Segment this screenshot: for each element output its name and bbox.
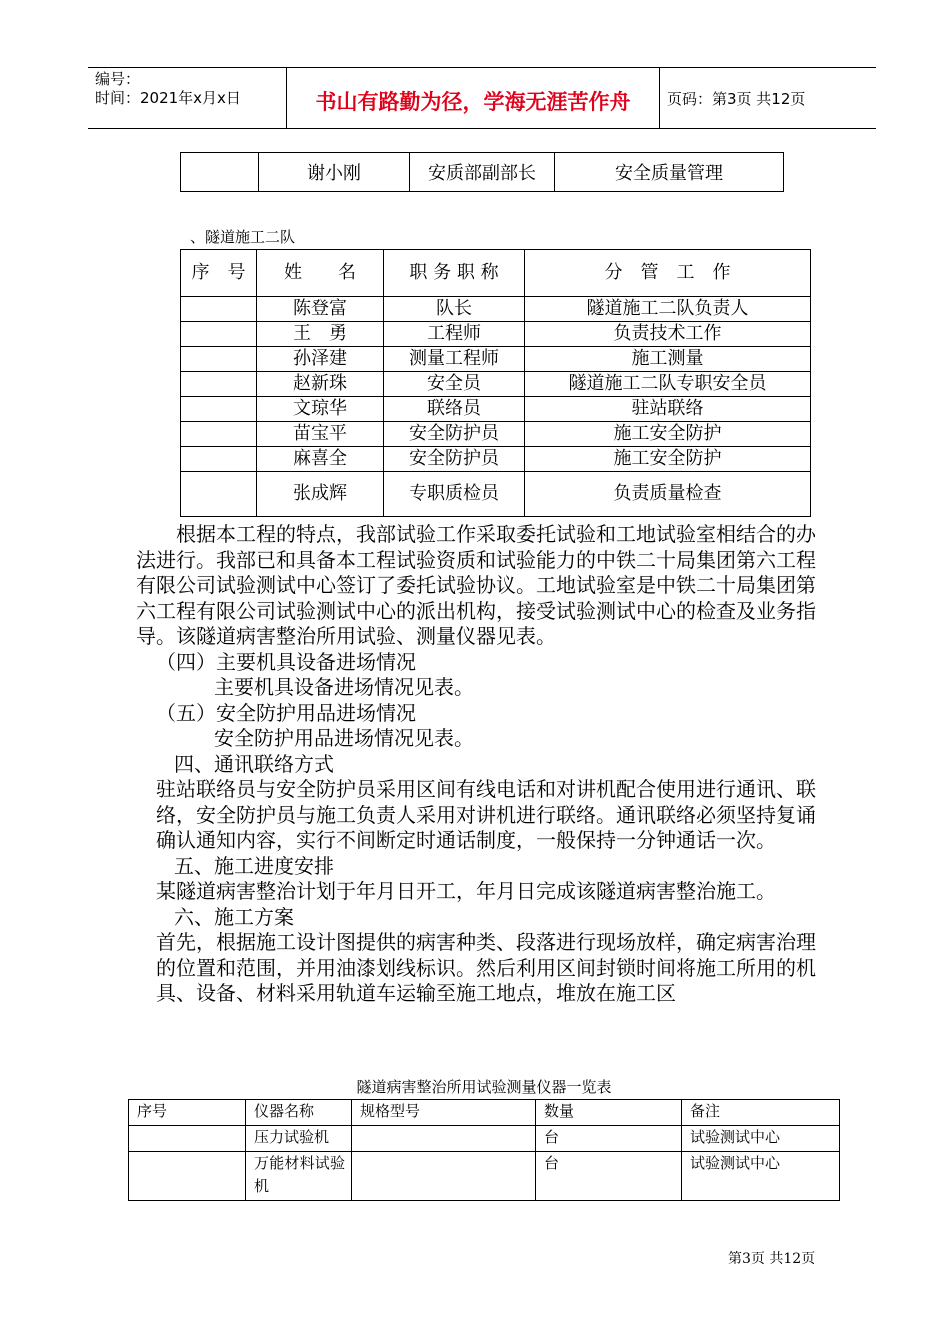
table-cell: 驻站联络 — [525, 397, 811, 422]
body-text — [136, 522, 826, 1007]
paragraph: 首先，根据施工设计图提供的病害种类、段落进行现场放样，确定病害治理的位置和范围，并用油漆划线标识。然后利用区间封锁时间将施工所用的机具、设备、材料采用轨道车运输至施工地点，堆放在施工区 — [156, 930, 816, 1005]
header-motto: 书山有路勤为径，学海无涯苦作舟 — [315, 90, 631, 114]
table-cell — [181, 397, 257, 422]
header-cell: 数量 — [536, 1100, 682, 1126]
header-cell: 姓 名 — [257, 250, 384, 297]
table-cell: 台 — [536, 1126, 682, 1152]
table-cell — [129, 1152, 246, 1201]
table-row — [181, 472, 811, 517]
table-cell: 文琼华 — [257, 397, 384, 422]
table-header-row — [181, 250, 811, 297]
table-row — [181, 322, 811, 347]
section-heading: 五、施工进度安排 — [174, 853, 334, 878]
table-cell: 王 勇 — [257, 322, 384, 347]
section-heading: 六、施工方案 — [174, 904, 294, 929]
table-row — [181, 347, 811, 372]
table-cell: 联络员 — [384, 397, 525, 422]
table-cell: 赵新珠 — [257, 372, 384, 397]
table-cell: 安全员 — [384, 372, 525, 397]
header-divider — [659, 67, 660, 129]
table-cell: 试验测试中心 — [682, 1152, 840, 1201]
table-row — [181, 397, 811, 422]
section-title: 、隧道施工二队 — [190, 228, 296, 246]
table-cell — [181, 447, 257, 472]
table-cell: 陈登富 — [257, 297, 384, 322]
table-cell — [181, 322, 257, 347]
header-cell: 分 管 工 作 — [525, 250, 811, 297]
header-top-rule — [88, 67, 876, 68]
table-cell: 安全防护员 — [384, 447, 525, 472]
table-cell: 麻喜全 — [257, 447, 384, 472]
table-cell — [181, 153, 259, 192]
header-cell: 仪器名称 — [246, 1100, 352, 1126]
table-cell: 施工安全防护 — [525, 447, 811, 472]
table-cell: 专职质检员 — [384, 472, 525, 517]
table-cell — [181, 297, 257, 322]
header-bottom-rule — [88, 128, 876, 129]
table-row — [129, 1152, 840, 1201]
table-cell — [181, 422, 257, 447]
code-label: 编号： — [95, 70, 141, 88]
table-cell — [129, 1126, 246, 1152]
table-cell: 隧道施工二队专职安全员 — [525, 372, 811, 397]
staff-table-continued — [180, 152, 784, 192]
table-cell: 苗宝平 — [257, 422, 384, 447]
table-cell: 工程师 — [384, 322, 525, 347]
subheading: （四）主要机具设备进场情况 — [156, 649, 416, 674]
header-meta — [95, 70, 241, 108]
table-cell — [181, 372, 257, 397]
table-cell: 负责质量检查 — [525, 472, 811, 517]
header-cell: 备注 — [682, 1100, 840, 1126]
paragraph: 驻站联络员与安全防护员采用区间有线电话和对讲机配合使用进行通讯、联络，安全防护员与施工负责人采用对讲机进行联络。通讯联络必须坚持复诵确认通知内容，实行不间断定时通话制度，一般保持一分钟通话一次。 — [156, 777, 816, 852]
table-cell: 施工测量 — [525, 347, 811, 372]
table-cell — [352, 1126, 536, 1152]
header-cell: 序 号 — [181, 250, 257, 297]
table-cell — [181, 347, 257, 372]
header-cell: 职 务 职 称 — [384, 250, 525, 297]
table-cell: 谢小刚 — [259, 153, 410, 192]
table-row — [181, 422, 811, 447]
header-cell: 规格型号 — [352, 1100, 536, 1126]
header-page-number: 页码：第3页 共12页 — [667, 90, 806, 108]
table-cell — [181, 472, 257, 517]
paragraph: 根据本工程的特点，我部试验工作采取委托试验和工地试验室相结合的办法进行。我部已和具备本工程试验资质和试验能力的中铁二十局集团第六工程有限公司试验测试中心签订了委托试验协议。工地试验室是中铁二十局集团第六工程有限公司试验测试中心的派出机构，接受试验测试中心的检查及业务指导。该隧道病害整治所用试验、测量仪器见表。 — [136, 522, 816, 648]
footer-page-number: 第3页 共12页 — [728, 1251, 816, 1267]
table-cell: 隧道施工二队负责人 — [525, 297, 811, 322]
subheading: （五）安全防护用品进场情况 — [156, 700, 416, 725]
table-row — [181, 372, 811, 397]
table-cell: 万能材料试验机 — [246, 1152, 352, 1201]
table-row — [181, 447, 811, 472]
table-cell: 试验测试中心 — [682, 1126, 840, 1152]
table-cell: 安质部副部长 — [410, 153, 555, 192]
table-caption: 隧道病害整治所用试验测量仪器一览表 — [356, 1078, 612, 1096]
header-cell: 序号 — [129, 1100, 246, 1126]
table-cell: 队长 — [384, 297, 525, 322]
table-cell: 施工安全防护 — [525, 422, 811, 447]
paragraph: 主要机具设备进场情况见表。 — [214, 675, 474, 699]
table-cell: 压力试验机 — [246, 1126, 352, 1152]
section-heading: 四、通讯联络方式 — [174, 751, 334, 776]
table-row — [181, 297, 811, 322]
table-row — [129, 1126, 840, 1152]
table-header-row — [129, 1100, 840, 1126]
team-table — [180, 249, 811, 517]
paragraph: 安全防护用品进场情况见表。 — [214, 726, 474, 750]
table-cell: 测量工程师 — [384, 347, 525, 372]
table-cell: 台 — [536, 1152, 682, 1201]
table-cell — [352, 1152, 536, 1201]
table-cell: 孙泽建 — [257, 347, 384, 372]
table-cell: 安全质量管理 — [555, 153, 784, 192]
date-label: 时间：2021年x月x日 — [95, 89, 241, 107]
paragraph: 某隧道病害整治计划于年月日开工，年月日完成该隧道病害整治施工。 — [156, 879, 776, 903]
table-row — [181, 153, 784, 192]
table-cell: 安全防护员 — [384, 422, 525, 447]
table-cell: 张成辉 — [257, 472, 384, 517]
table-cell: 负责技术工作 — [525, 322, 811, 347]
instrument-table — [128, 1099, 840, 1201]
